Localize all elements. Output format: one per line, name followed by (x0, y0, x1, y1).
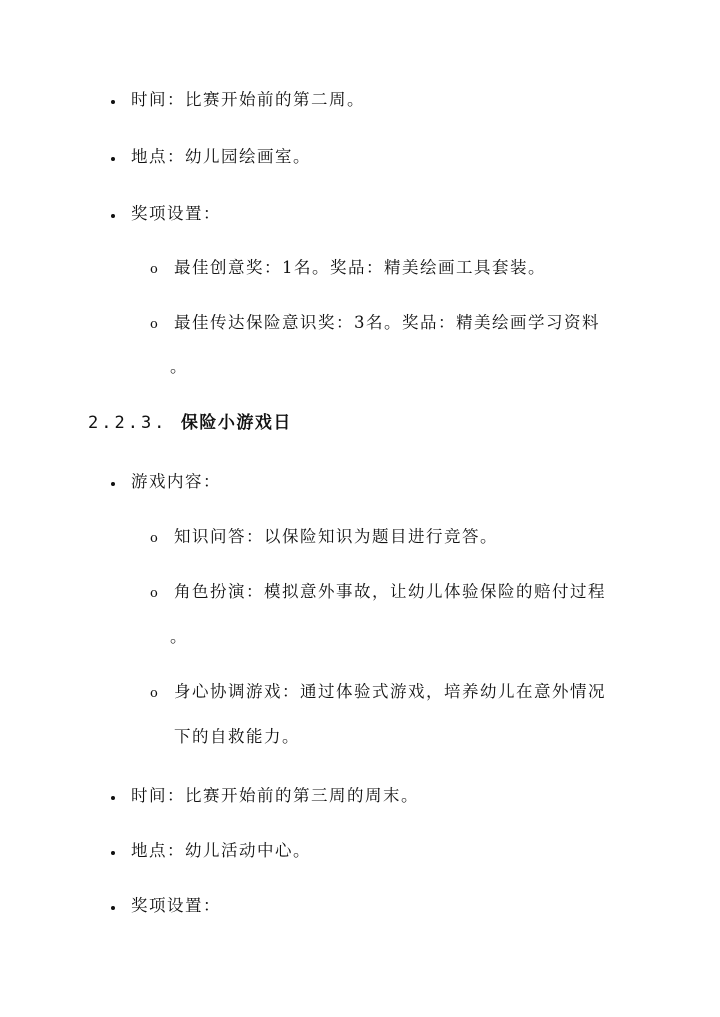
circle-bullet-icon: o (150, 317, 158, 332)
continuation-text: 。 (170, 357, 188, 376)
bullet-icon (111, 214, 115, 218)
list-item: 游戏内容： (131, 472, 221, 491)
circle-bullet-icon: o (150, 531, 158, 546)
sub-list-item: 最佳创意奖：1名。奖品：精美绘画工具套装。 (174, 258, 546, 277)
continuation-text: 下的自救能力。 (174, 727, 300, 746)
list-item: 地点：幼儿活动中心。 (131, 841, 311, 860)
bullet-icon (111, 906, 115, 910)
bullet-icon (111, 157, 115, 161)
list-item: 奖项设置： (131, 896, 221, 915)
list-item: 奖项设置： (131, 204, 221, 223)
sub-list-item: 身心协调游戏：通过体验式游戏，培养幼儿在意外情况 (174, 682, 606, 701)
section-title: 保险小游戏日 (180, 413, 292, 433)
circle-bullet-icon: o (150, 586, 158, 601)
bullet-icon (111, 796, 115, 800)
bullet-icon (111, 100, 115, 104)
sub-list-item: 最佳传达保险意识奖：3名。奖品：精美绘画学习资料 (174, 313, 600, 332)
circle-bullet-icon: o (150, 686, 158, 701)
sub-list-item: 角色扮演：模拟意外事故，让幼儿体验保险的赔付过程 (174, 582, 606, 601)
sub-list-item: 知识问答：以保险知识为题目进行竞答。 (174, 527, 498, 546)
continuation-text: 。 (170, 627, 188, 646)
bullet-icon (111, 851, 115, 855)
list-item: 时间：比赛开始前的第三周的周末。 (131, 786, 419, 805)
section-number: 2.2.3. (88, 413, 168, 433)
section-heading (88, 411, 292, 435)
circle-bullet-icon: o (150, 262, 158, 277)
bullet-icon (111, 482, 115, 486)
list-item: 时间：比赛开始前的第二周。 (131, 90, 365, 109)
list-item: 地点：幼儿园绘画室。 (131, 147, 311, 166)
